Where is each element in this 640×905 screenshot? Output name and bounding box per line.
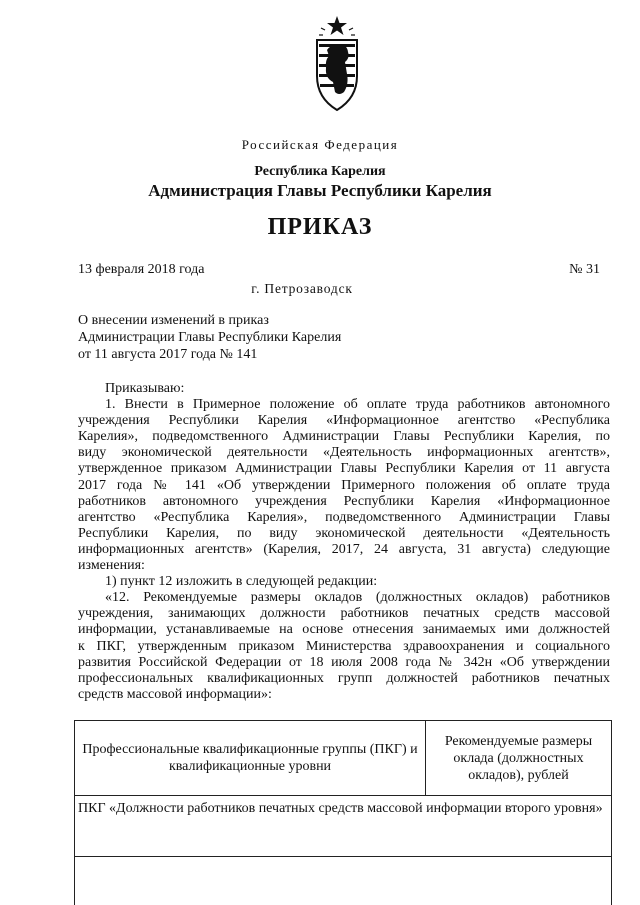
paragraph-2: 1) пункт 12 изложить в следующей редакции: (105, 574, 378, 590)
subject-line: Администрации Главы Республики Карелия (78, 330, 342, 345)
table-header-cell: Рекомендуемые размеры оклада (должностных окладов), рублей (426, 721, 612, 796)
text-line: Карелия», подведомственного Администрации Главы Республики Карелия, по (78, 429, 610, 445)
document-city: г. Петрозаводск (251, 281, 353, 296)
text-line: Республики Карелия, по виду экономической деятельности «Деятельность (78, 525, 610, 541)
text-line: утвержденное приказом Администрации Главы Республики Карелия от 11 августа (78, 461, 610, 477)
table-header-cell: Профессиональные квалификационные группы (ПКГ) и квалификационные уровни (75, 721, 426, 796)
text-line: работников автономного учреждения Республики Карелия «Информационное (78, 493, 610, 509)
text-line: виду экономической деятельности «Деятельность информационных агентств», (78, 445, 610, 461)
document-number: № 31 (569, 262, 600, 277)
country-name: Российская Федерация (241, 137, 399, 152)
text-line: изменения: (78, 558, 145, 574)
paragraph-1 (78, 397, 610, 574)
text-line: информации, устанавливаемые на основе отнесения занимаемых ими должностей (78, 622, 610, 638)
salary-table (74, 720, 612, 857)
document-date: 13 февраля 2018 года (78, 262, 205, 277)
administration-name: Администрация Главы Республики Карелия (148, 181, 492, 200)
text-line: к ПКГ, утвержденным приказом Министерства здравоохранения и социального (78, 638, 610, 654)
document-subject (78, 312, 341, 363)
text-line: учреждения Республики Карелия «Информационное агентство «Республика (78, 413, 610, 429)
subject-line: от 11 августа 2017 года № 141 (78, 347, 258, 362)
text-line: профессиональных квалификационных групп должностей работников печатных (78, 670, 610, 686)
table-border (74, 847, 75, 905)
text-line: агентство «Республика Карелия», подведомственного Администрации Главы (78, 509, 610, 525)
text-line: «12. Рекомендуемые размеры окладов (должностных окладов) работников (105, 590, 610, 606)
text-line: средств массовой информации»: (78, 686, 272, 702)
text-line: учреждения, занимающих должности работников печатных средств массовой (78, 606, 610, 622)
text-line: 2017 года № 141 «Об утверждении Примерного положения об оплате труда (78, 477, 610, 493)
table-border (611, 847, 612, 905)
karelia-coat-of-arms (311, 14, 363, 114)
republic-name: Республика Карелия (254, 164, 386, 179)
paragraph-3 (78, 590, 610, 703)
table-cell: ПКГ «Должности работников печатных средств массовой информации второго уровня» (75, 796, 612, 857)
text-line: развития Российской Федерации от 18 июля 2008 года № 342н «Об утверждении (78, 654, 610, 670)
text-line: 1. Внести в Примерное положение об оплате труда работников автономного (105, 397, 610, 413)
document-type: ПРИКАЗ (267, 214, 373, 240)
table-row (75, 796, 612, 857)
document-body (78, 381, 610, 703)
text-line: информационных агентств» (Карелия, 2017, 24 августа, 31 августа) следующие (78, 541, 610, 557)
table-header-row (75, 721, 612, 796)
order-word: Приказываю: (105, 381, 185, 396)
subject-line: О внесении изменений в приказ (78, 313, 269, 328)
